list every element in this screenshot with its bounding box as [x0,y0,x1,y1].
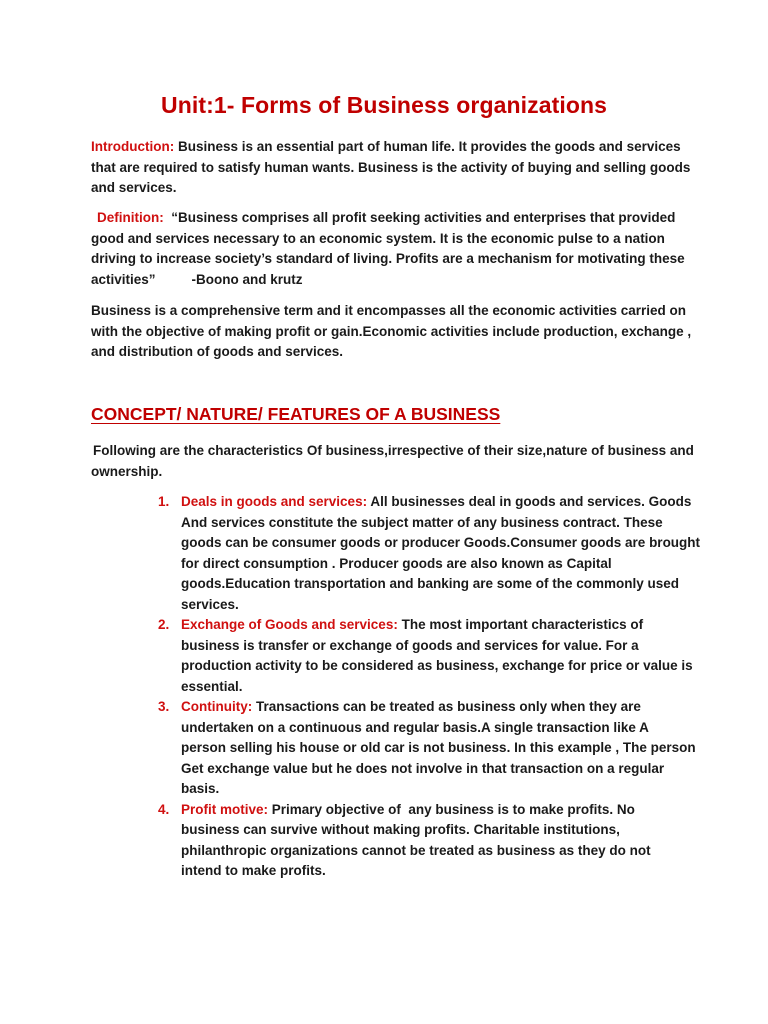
introduction-label: Introduction: [91,139,175,154]
business-paragraph: Business is a comprehensive term and it encompasses all the economic activities carried on with the objective of making profit or gain.Economic activities include production, exchange , and distribution of goods and services. [91,303,692,359]
following-paragraph: Following are the characteristics Of business,irrespective of their size,nature of business and ownership. [91,443,694,479]
definition-label: Definition: [97,210,164,225]
feature-label: Continuity: [181,699,253,714]
introduction-paragraph: Introduction: Business is an essential part of human life. It provides the goods and services that are required to satisfy human wants. Business is the activity of buying and selling goods and services. [91,139,691,195]
page-title: Unit:1- Forms of Business organizations [161,92,608,118]
feature-item: 3. Continuity: Transactions can be treated as business only when they are undertaken on a continuous and regular basis.A single transaction like A person selling his house or old car is not business. In this example , The person Get exchange value but he does not involve in that transaction on a regular basis. [158,699,696,796]
feature-item: 2. Exchange of Goods and services: The most important characteristics of business is transfer or exchange of goods and services for value. For a production activity to be considered as business, exchange for price or value is essential. [158,617,693,694]
feature-item: 1. Deals in goods and services: All businesses deal in goods and services. Goods And services constitute the subject matter of any business contract. These goods can be consumer goods or producer Goods.Consumer goods are brought for direct consumption . Producer goods are also known as Capital goods.Education transportation and banking are some of the commonly used services. [158,494,701,612]
feature-number: 1. [158,494,170,509]
feature-item: 4. Profit motive: Primary objective of any business is to make profits. No business can survive without making profits. Charitable institutions, philanthropic organizations cannot be treated as business as they do not intend to make profits. [158,801,651,878]
feature-label: Profit motive: [181,801,269,817]
section-heading: CONCEPT/ NATURE/ FEATURES OF A BUSINESS [91,404,501,424]
definition-author: -Boono and krutz [191,271,303,287]
features-list [158,492,701,882]
feature-label: Deals in goods and services: [181,494,368,509]
feature-number: 2. [158,617,170,632]
feature-label: Exchange of Goods and services: [181,617,398,632]
definition-paragraph: Definition: “Business comprises all profit seeking activities and enterprises that provided good and services necessary to an economic system. It is the economic pulse to a nation driving to increase society’s standard of living. Profits are a mechanism for motivating these activities” -Boono and krutz [91,210,685,287]
feature-number: 4. [158,801,170,817]
feature-number: 3. [158,699,170,714]
